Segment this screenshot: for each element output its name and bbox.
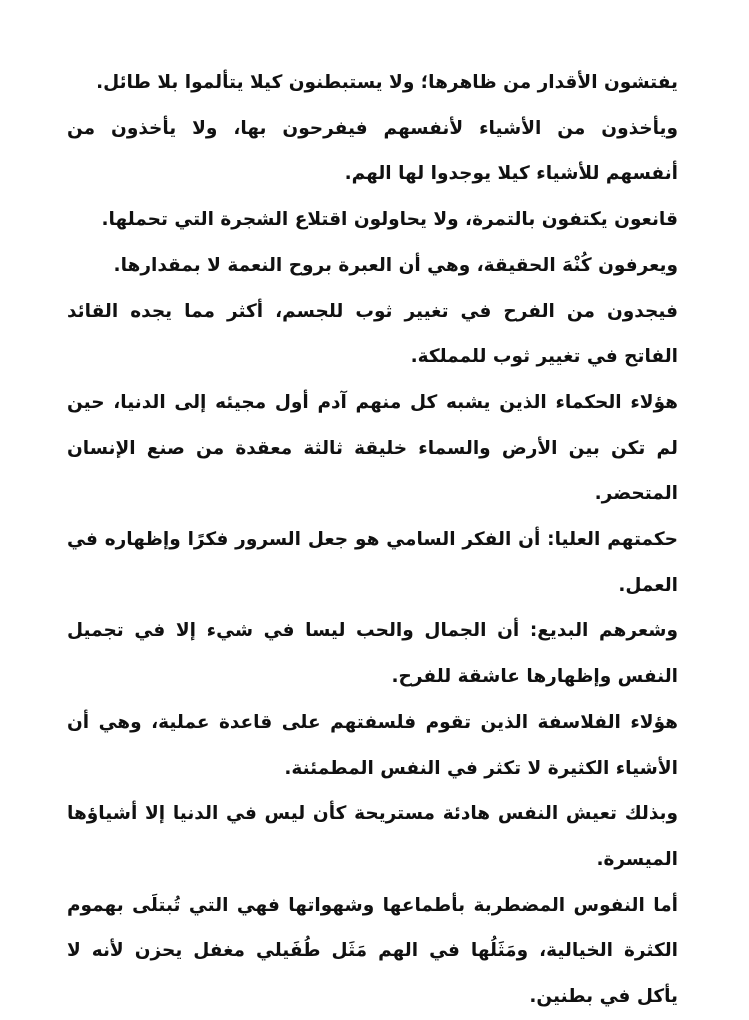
paragraph: وشعرهم البديع: أن الجمال والحب ليسا في شيء إلا في تجميل النفس وإظهارها عاشقة للفرح. xyxy=(67,620,678,688)
body-text xyxy=(67,60,678,1020)
paragraph: هؤلاء الحكماء الذين يشبه كل منهم آدم أول مجيئه إلى الدنيا، حين لم تكن بين الأرض والسماء خليقة ثالثة معقدة من صنع الإنسان المتحضر. xyxy=(67,391,678,505)
paragraph: قانعون يكتفون بالتمرة، ولا يحاولون اقتلاع الشجرة التي تحملها. xyxy=(101,209,678,231)
paragraph: هؤلاء الفلاسفة الذين تقوم فلسفتهم على قاعدة عملية، وهي أن الأشياء الكثيرة لا تكثر في النفس المطمئنة. xyxy=(67,711,678,779)
paragraph: وبذلك تعيش النفس هادئة مستريحة كأن ليس في الدنيا إلا أشياؤها الميسرة. xyxy=(67,803,678,870)
paragraph: ويعرفون كُنْهَ الحقيقة، وهي أن العبرة بروح النعمة لا بمقدارها. xyxy=(113,254,678,276)
paragraph: ويأخذون من الأشياء لأنفسهم فيفرحون بها، ولا يأخذون من أنفسهم للأشياء كيلا يوجدوا لها الهم. xyxy=(67,117,678,185)
paragraph: يفتشون الأقدار من ظاهرها؛ ولا يستبطنون كيلا يتألموا بلا طائل. xyxy=(96,72,678,93)
paragraph: حكمتهم العليا: أن الفكر السامي هو جعل السرور فكرًا وإظهاره في العمل. xyxy=(67,529,678,596)
paragraph: أما النفوس المضطربة بأطماعها وشهواتها فهي التي تُبتلَى بهموم الكثرة الخيالية، ومَثَلُها في الهم مَثَل طُفَيلي مغفل يحزن لأنه لا يأكل في بطنين. xyxy=(67,894,678,1008)
paragraph: فيجدون من الفرح في تغيير ثوب للجسم، أكثر مما يجده القائد الفاتح في تغيير ثوب للمملكة. xyxy=(67,300,678,368)
